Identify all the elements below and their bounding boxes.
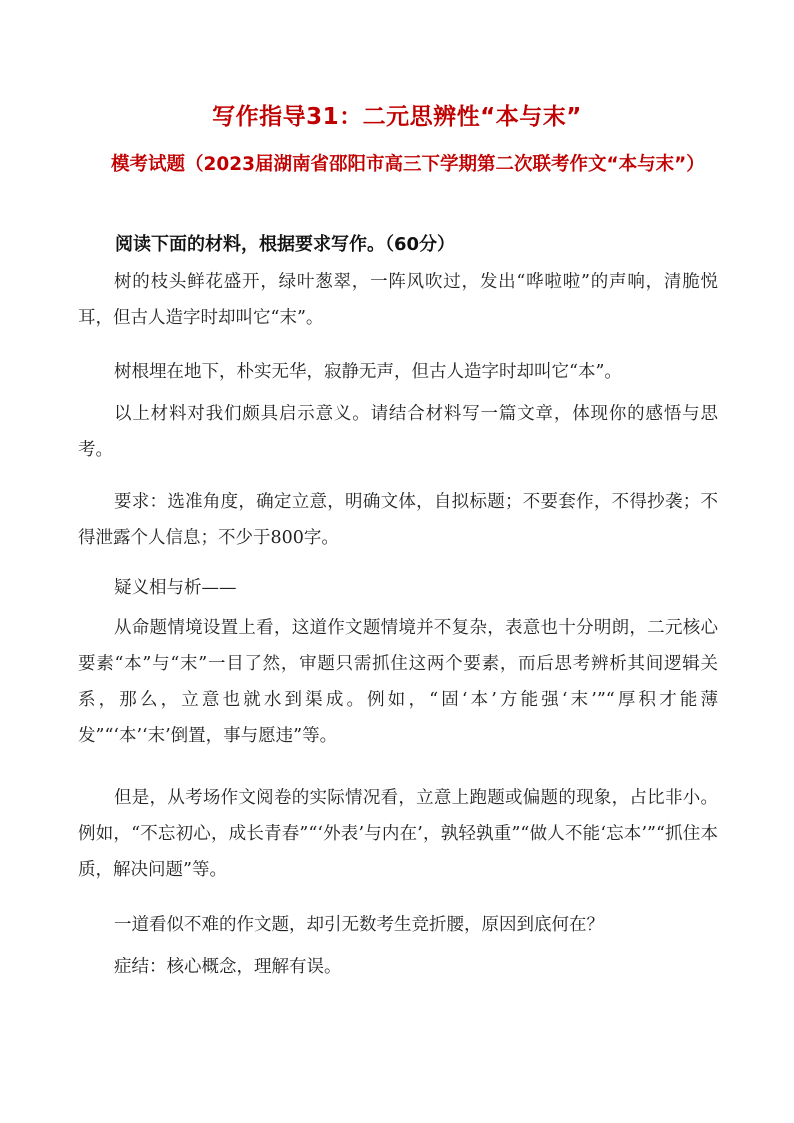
analysis-paragraph-2: 但是，从考场作文阅卷的实际情况看，立意上跑题或偏题的现象，占比非小。例如，“不忘初心，成长青春”“‘外表’与内在’，孰轻孰重”“做人不能‘忘本’”“抓住本质，解决问题”等。 [78, 788, 718, 880]
analysis-paragraph-1: 从命题情境设置上看，这道作文题情境并不复杂，表意也十分明朗，二元核心要素“本”与“末”一目了然，审题只需抓住这两个要素，而后思考辨析其间逻辑关系，那么，立意也就水到渠成。例如，“固‘本’方能强‘末’”“厚积才能薄发”“‘本’‘末’倒置，事与愿违”等。 [78, 618, 718, 746]
page-title: 写作指导31：二元思辨性“本与末” [212, 104, 582, 130]
analysis-heading: 疑义相与析—— [114, 578, 237, 598]
writing-instruction: 阅读下面的材料，根据要求写作。（60分） [115, 234, 456, 255]
material-paragraph-1: 树的枝头鲜花盛开，绿叶葱翠，一阵风吹过，发出“哗啦啦”的声响，清脆悦耳，但古人造字时却叫它“末”。 [78, 272, 718, 328]
exam-subtitle: 模考试题（2023届湖南省邵阳市高三下学期第二次联考作文“本与末”） [111, 154, 705, 175]
requirements-paragraph: 要求：选准角度，确定立意，明确文体，自拟标题；不要套作，不得抄袭；不得泄露个人信息；不少于800字。 [78, 492, 718, 548]
analysis-paragraph-3: 一道看似不难的作文题，却引无数考生竞折腰，原因到底何在？ [114, 915, 604, 935]
material-paragraph-2: 树根埋在地下，朴实无华，寂静无声，但古人造字时却叫它“本”。 [114, 362, 622, 382]
analysis-paragraph-4: 症结：核心概念，理解有误。 [114, 957, 342, 977]
material-paragraph-3: 以上材料对我们颇具启示意义。请结合材料写一篇文章，体现你的感悟与思考。 [78, 404, 718, 460]
